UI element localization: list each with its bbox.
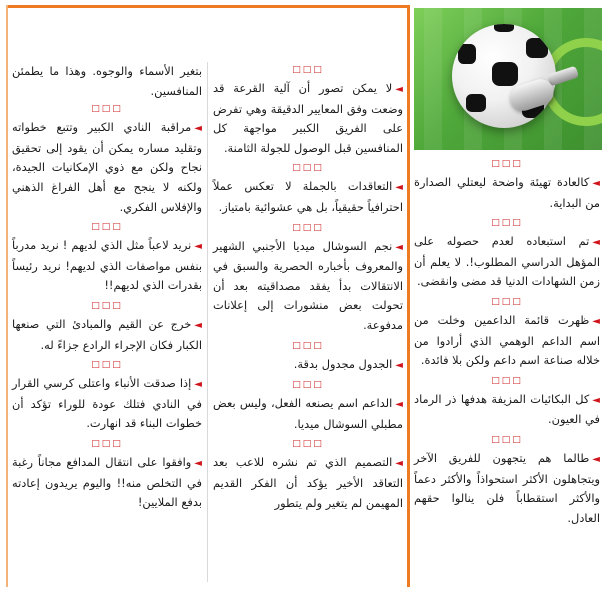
bullet-triangle-icon: ◄	[395, 241, 403, 253]
list-item: ◄تم استبعاده لعدم حصوله على المؤهل الدراسي المطلوب!. لا يعلم أن زمن الشهادات الدنيا قد مضى وانقضى.	[414, 234, 600, 289]
separator: □□□	[91, 300, 123, 311]
separator: □□□	[491, 159, 523, 169]
frame-right-border	[407, 5, 410, 587]
bullet-triangle-icon: ◄	[592, 178, 600, 189]
bullet-triangle-icon: ◄	[592, 453, 600, 465]
separator: □□□	[491, 434, 523, 445]
list-item: ◄كالعادة تهيئة واضحة ليعتلي الصدارة من البداية.	[414, 175, 600, 210]
separator: □□□	[491, 218, 523, 229]
separator: □□□	[491, 296, 523, 307]
bullet-triangle-icon: ◄	[194, 379, 202, 391]
separator: □□□	[292, 380, 324, 391]
frame-left-border	[6, 5, 8, 587]
bullet-triangle-icon: ◄	[194, 319, 202, 331]
list-item: ◄مراقبة النادي الكبير وتتبع خطواته وتقليد مساره يمكن أن يقود إلى تحقيق نجاح ولكن مع ذوي الإمكانيات الجيدة، ولكنه لا ينجح مع أهل الفراغ الذهني والإفلاس الفكري.	[12, 120, 202, 214]
bullet-triangle-icon: ◄	[592, 394, 600, 406]
frame-top-border	[6, 5, 410, 8]
bullet-triangle-icon: ◄	[592, 315, 600, 327]
bullet-triangle-icon: ◄	[194, 123, 202, 135]
bullet-triangle-icon: ◄	[592, 237, 600, 249]
list-item: ◄نجم السوشال ميديا الأجنبي الشهير والمعروف بأخباره الحصرية والسبق في الانتقالات بدأ يفقد مصداقيته بعد أن تحولت بعض منشورات إلى إعلانات مدفوعة.	[213, 238, 403, 332]
list-item: ◄التصميم الذي تم نشره للاعب بعد التعاقد الأخير يؤكد أن الفكر القديم المهيمن لم يتغير ولم يتطور	[213, 455, 403, 510]
list-item: ◄وافقوا على انتقال المدافع مجاناً رغبة في التخلص منه!! واليوم يريدون إعادته بدفع الملايين!	[12, 454, 202, 510]
column-divider	[207, 62, 208, 582]
list-item: ◄التعاقدات بالجملة لا تعكس عملاً احترافياً حقيقياً، بل هي عشوائية بامتياز.	[213, 179, 403, 214]
list-item: ◄كل البكائيات المزيفة هدفها ذر الرماد في العيون.	[414, 391, 600, 427]
football-icon	[452, 24, 556, 128]
list-item: ◄طالما هم يتجهون للفريق الآخر ويتجاهلون الأكثر استحواذاً والأكثر دعماً والأكثر استقطاباً فلن ينالوا حقهم العادل.	[414, 450, 600, 525]
separator: □□□	[292, 65, 324, 75]
separator: □□□	[91, 438, 123, 449]
bullet-triangle-icon: ◄	[395, 458, 403, 470]
bullet-triangle-icon: ◄	[194, 241, 202, 253]
list-item: ◄نريد لاعباً مثل الذي لديهم ! نريد مدرباً بنفس مواصفات الذي لديهم! نريد رئيساً بقدرات الذي لديهم!!	[12, 238, 202, 293]
bullet-triangle-icon: ◄	[395, 84, 403, 95]
continued-text: بتغير الأسماء والوجوه. وهذا ما يطمئن المنافسين.	[12, 64, 202, 98]
separator: □□□	[292, 439, 324, 450]
list-item: ◄لا يمكن تصور أن آلية القرعة قد وضعت وفق المعايير الدقيقة وهي تفرض على الفريق الكبير مواجهة كل المنافسين قبل الوصول للجولة الثامنة.	[213, 81, 403, 155]
column-left	[12, 62, 202, 515]
list-item: ◄إذا صدقت الأنباء واعتلى كرسي القرار في النادي فتلك عودة للوراء تؤكد أن خطوات البناء قد انهارت.	[12, 376, 202, 431]
list-item: ◄الداعم اسم يصنعه الفعل، وليس بعض مطبلي السوشال ميديا.	[213, 396, 403, 431]
separator: □□□	[292, 163, 324, 174]
column-right	[414, 156, 600, 530]
football-whistle-photo	[414, 8, 602, 150]
list-item: ◄الجدول مجدول بدقة.	[293, 356, 403, 371]
separator: □□□	[91, 104, 123, 115]
separator: □□□	[91, 360, 123, 371]
bullet-triangle-icon: ◄	[194, 457, 202, 469]
separator: □□□	[91, 222, 123, 233]
list-item: ◄ظهرت قائمة الداعمين وخلت من اسم الداعم الوهمي الذي أرادوا من خلاله صناعة اسم داعم ولكن بلا فائدة.	[414, 312, 600, 368]
column-middle	[213, 62, 403, 515]
separator: □□□	[292, 340, 324, 351]
bullet-triangle-icon: ◄	[395, 359, 403, 371]
bullet-triangle-icon: ◄	[395, 399, 403, 411]
list-item: ◄خرج عن القيم والمبادئ التي صنعها الكبار فكان الإجراء الرادع جزاءً له.	[12, 316, 202, 352]
separator: □□□	[491, 375, 523, 386]
separator: □□□	[292, 222, 324, 233]
bullet-triangle-icon: ◄	[395, 182, 403, 194]
